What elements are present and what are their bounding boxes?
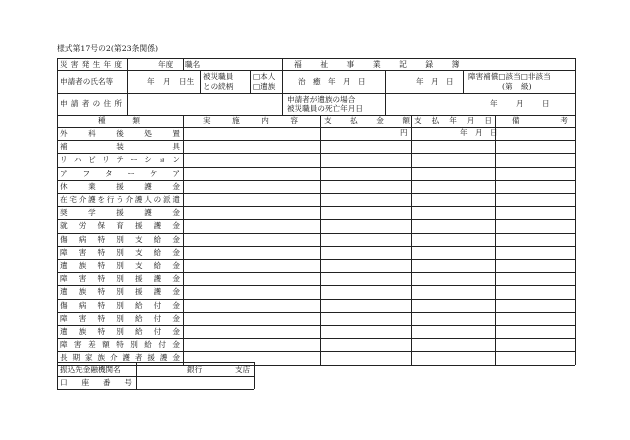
table-col-rule xyxy=(575,115,576,365)
bank-rule-top xyxy=(57,362,254,363)
bereaved-checkbox[interactable]: □遺族 xyxy=(253,82,276,91)
table-row-rule xyxy=(57,193,575,194)
table-row-rule xyxy=(57,140,575,141)
col-header-content: 実 施 内 容 xyxy=(203,116,298,125)
col-header-amount: 支 払 金 額 xyxy=(324,116,410,125)
death-date-value: 年 月 日 xyxy=(490,99,550,108)
row-label: 遺 族 特 別 援 護 金 xyxy=(60,287,180,296)
col-header-remarks: 備 考 xyxy=(512,116,568,125)
row-label: 遺 族 特 別 支 給 金 xyxy=(60,261,180,270)
row-label: 障 害 特 別 支 給 金 xyxy=(60,248,180,257)
amount-unit: 円 xyxy=(400,128,408,137)
col-header-date: 支 払 年 月 日 xyxy=(414,116,492,125)
header-rule-v2 xyxy=(183,58,184,70)
header-rule-1 xyxy=(57,70,575,71)
table-row-rule xyxy=(57,351,575,352)
row-label: 補 装 具 xyxy=(60,142,180,151)
job-name-label: 職名 xyxy=(185,60,201,69)
row-label: 長 期 家 族 介 護 者 援 護 金 xyxy=(60,353,180,362)
year-suffix: 年度 xyxy=(158,60,174,69)
row-label: 障 害 特 別 援 護 金 xyxy=(60,274,180,283)
header-rule-v5 xyxy=(282,58,283,115)
cure-date-value: 年 月 日 xyxy=(416,77,454,86)
bank-rule-left xyxy=(57,362,58,389)
table-col-rule xyxy=(411,115,412,365)
table-col-rule xyxy=(183,115,184,365)
header-rule-right xyxy=(575,58,576,115)
bank-institution-label: 振込先金融機関名 xyxy=(60,365,121,374)
bank-rule-mid-v xyxy=(136,362,137,389)
bank-rule-mid xyxy=(57,376,254,377)
header-rule-top xyxy=(57,58,575,59)
table-row-rule xyxy=(57,219,575,220)
row-label: 在 宅 介 護 を 行 う 介 護 人 の 派 遣 xyxy=(60,195,180,204)
cure-date-label: 治 癒 年 月 日 xyxy=(298,77,366,86)
table-row-rule xyxy=(57,338,575,339)
bereaved-case-label: 申請者が遺族の場合 xyxy=(287,95,356,104)
table-row-rule xyxy=(57,365,575,366)
table-row-rule xyxy=(57,206,575,207)
header-rule-left xyxy=(57,58,58,115)
row-label: 傷 病 特 別 支 給 金 xyxy=(60,235,180,244)
disability-check[interactable]: 障害補償□該当□非該当 xyxy=(468,72,551,81)
row-label: リ ハ ビ リ テ ー シ ョ ン xyxy=(60,155,180,164)
branch-suffix: 支店 xyxy=(235,365,251,374)
row-label: 奨 学 援 護 金 xyxy=(60,208,180,217)
header-rule-v3 xyxy=(200,70,201,93)
form-title: 福 祉 事 業 記 録 簿 xyxy=(294,60,468,69)
bank-rule-bottom xyxy=(57,389,254,390)
death-date-label: 被災職員の死亡年月日 xyxy=(287,104,363,113)
header-rule-v7 xyxy=(463,70,464,93)
table-col-rule xyxy=(57,115,58,365)
table-row-rule xyxy=(57,233,575,234)
form-caption: 様式第17号の2(第23条関係) xyxy=(57,44,159,53)
header-rule-v6 xyxy=(385,70,386,115)
table-row-rule xyxy=(57,299,575,300)
disability-grade: (第 級) xyxy=(502,82,532,91)
table-row-rule xyxy=(57,285,575,286)
table-row-rule xyxy=(57,246,575,247)
address-label: 申 請 者 の 住 所 xyxy=(60,99,122,108)
bank-rule-right xyxy=(254,362,255,389)
relation-label-1: 被災職員 xyxy=(203,72,234,81)
table-row-rule xyxy=(57,259,575,260)
bank-suffix: 銀行 xyxy=(187,365,203,374)
header-rule-v1 xyxy=(127,58,128,115)
row-label: 障 害 特 別 給 付 金 xyxy=(60,314,180,323)
first-row-date: 年 月 日 xyxy=(460,128,498,137)
col-header-type: 種 類 xyxy=(98,116,140,125)
header-rule-2 xyxy=(57,93,575,94)
header-rule-v4 xyxy=(250,70,251,93)
row-label: 休 業 援 護 金 xyxy=(60,182,180,191)
row-label: 遺 族 特 別 給 付 金 xyxy=(60,327,180,336)
row-label: ア フ タ ー ケ ア xyxy=(60,169,180,178)
table-row-rule xyxy=(57,180,575,181)
table-col-rule xyxy=(320,115,321,365)
account-number-label: 口 座 番 号 xyxy=(60,378,132,387)
row-label: 障 害 差 額 特 別 給 付 金 xyxy=(60,340,180,349)
table-row-rule xyxy=(57,153,575,154)
self-checkbox[interactable]: □本人 xyxy=(253,72,276,81)
disaster-year-label: 災 害 発 生 年 度 xyxy=(60,60,122,69)
relation-label-2: との続柄 xyxy=(203,82,234,91)
row-label: 傷 病 特 別 給 付 金 xyxy=(60,301,180,310)
applicant-name-label: 申請者の氏名等 xyxy=(60,77,114,86)
table-col-rule xyxy=(495,115,496,365)
birth-date: 年 月 日生 xyxy=(147,77,195,86)
row-label: 就 労 保 育 援 護 金 xyxy=(60,221,180,230)
table-row-rule xyxy=(57,325,575,326)
table-row-rule xyxy=(57,167,575,168)
table-row-rule xyxy=(57,272,575,273)
row-label: 外 科 後 処 置 xyxy=(60,129,180,138)
table-row-rule xyxy=(57,312,575,313)
